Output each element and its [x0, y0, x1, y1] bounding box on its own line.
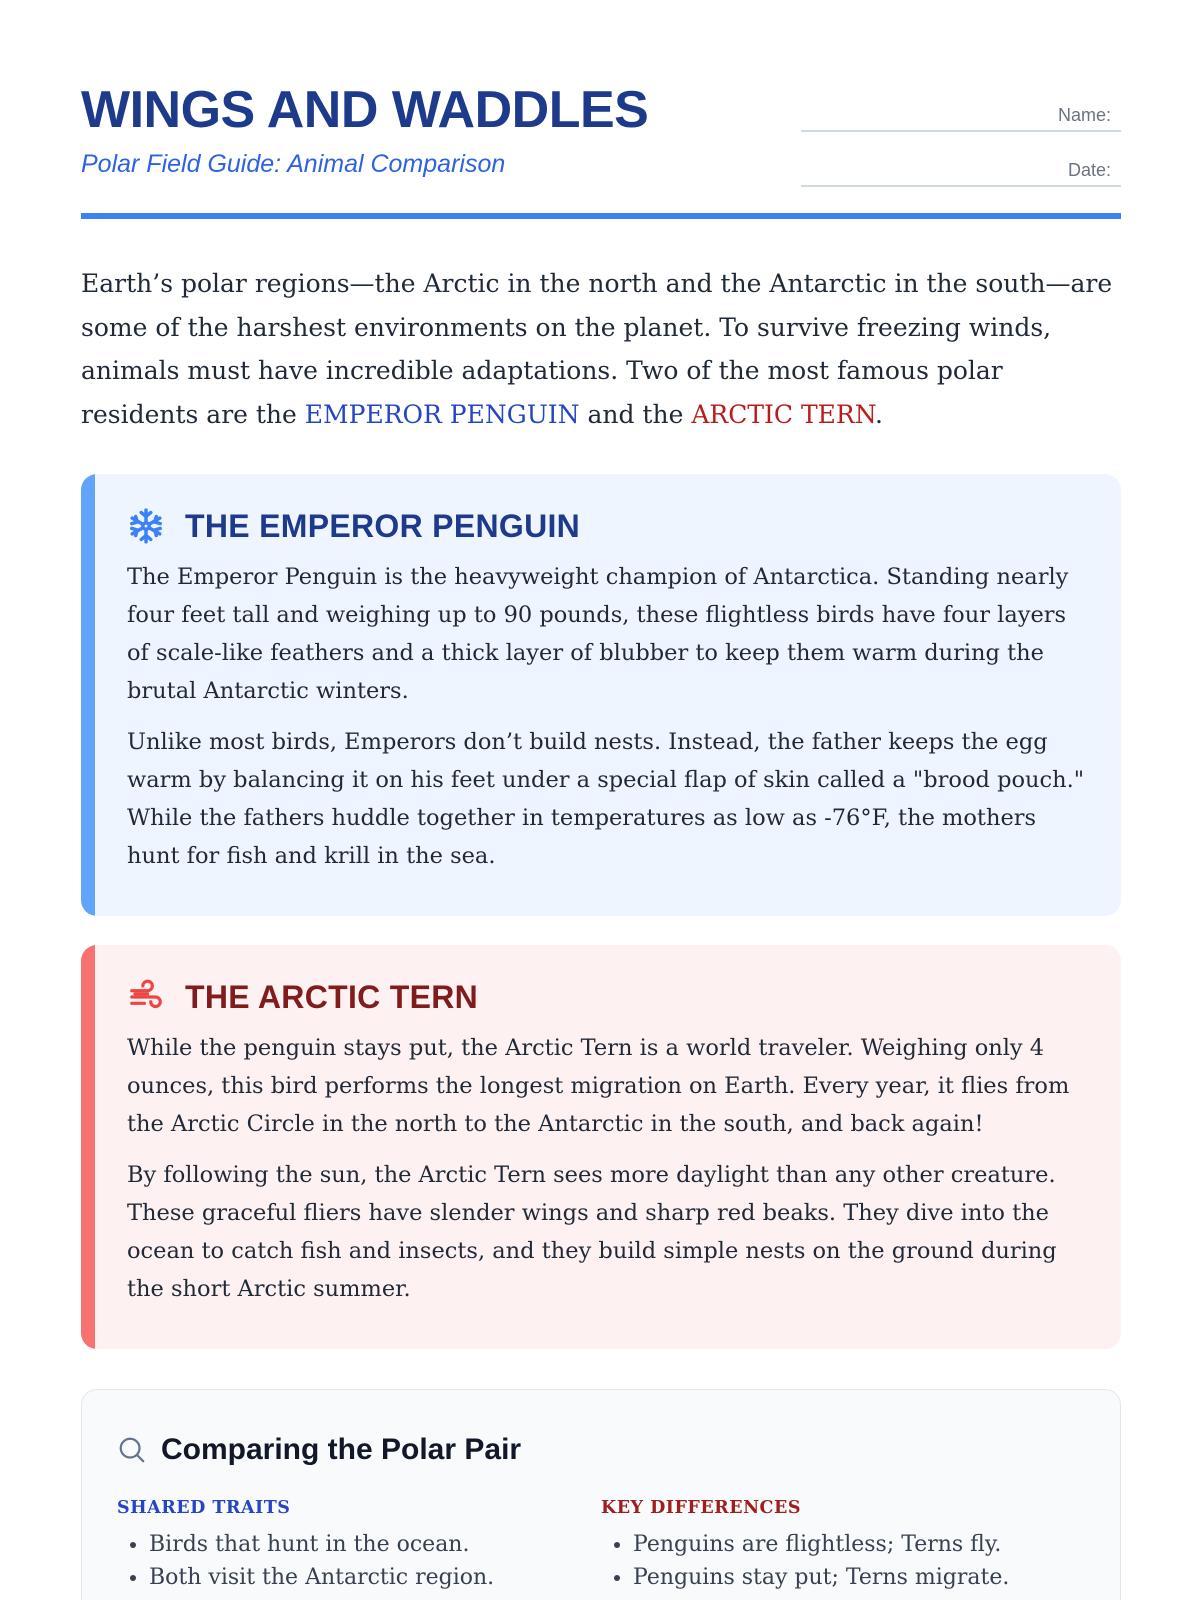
intro-penguin-highlight: EMPEROR PENGUIN — [304, 399, 580, 429]
shared-traits-column — [117, 1498, 601, 1594]
penguin-card — [81, 474, 1121, 916]
list-item: • Penguins are flightless; Terns fly. — [633, 1528, 1085, 1561]
snowflake-icon — [127, 507, 165, 545]
date-field[interactable] — [801, 157, 1121, 187]
date-label: Date: — [1067, 160, 1111, 180]
tern-paragraph: While the penguin stays put, the Arctic Tern is a world traveler. Weighing only 4 ounces, this bird performs the longest migration on Earth. Every year, it flies from the Arctic Circle in the north to the Antarctic in the south, and back again! — [127, 1035, 1070, 1137]
penguin-title: THE EMPEROR PENGUIN — [185, 507, 581, 544]
intro-paragraph — [81, 262, 1121, 436]
worksheet-page — [81, 0, 1121, 1590]
key-differences-column — [601, 1498, 1085, 1594]
name-label: Name: — [1057, 105, 1111, 125]
penguin-heading — [127, 504, 1091, 548]
tern-card — [81, 945, 1121, 1349]
intro-text-end: . — [874, 399, 883, 429]
header-divider — [81, 213, 1121, 219]
penguin-paragraph: Unlike most birds, Emperors don’t build nests. Instead, the father keeps the egg warm by balancing it on his feet under a special flap of skin called a "brood pouch." While the fathers huddle together in temperatures as low as -76°F, the mothers hunt for fish and krill in the sea. — [127, 729, 1085, 869]
list-item: • Both visit the Antarctic region. — [149, 1561, 601, 1594]
comparison-card — [81, 1389, 1121, 1600]
page-subtitle: Polar Field Guide: Animal Comparison — [81, 150, 506, 178]
intro-text-middle: and the — [579, 399, 692, 429]
comparison-heading — [117, 1430, 1085, 1470]
intro-text: Earth’s polar regions—the Arctic in the north and the Antarctic in the south—are some of the harshest environments on the planet. To survive freezing winds, animals must have incredible adaptations. Two of the most famous polar residents are the — [81, 269, 1113, 429]
shared-traits-heading: SHARED TRAITS — [117, 1498, 291, 1518]
list-item: • Birds that hunt in the ocean. — [149, 1528, 601, 1561]
tern-title: THE ARCTIC TERN — [185, 978, 479, 1015]
comparison-title: Comparing the Polar Pair — [161, 1433, 522, 1466]
name-field[interactable] — [801, 102, 1121, 132]
search-icon — [117, 1435, 147, 1465]
header — [81, 0, 1121, 222]
penguin-paragraph: The Emperor Penguin is the heavyweight champion of Antarctica. Standing nearly four feet tall and weighing up to 90 pounds, these flightless birds have four layers of scale-like feathers and a thick layer of blubber to keep them warm during the brutal Antarctic winters. — [127, 564, 1069, 704]
tern-paragraph: By following the sun, the Arctic Tern sees more daylight than any other creature. These graceful fliers have slender wings and sharp red beaks. They dive into the ocean to catch fish and insects, and they build simple nests on the ground during the short Arctic summer. — [127, 1162, 1057, 1302]
key-differences-heading: KEY DIFFERENCES — [601, 1498, 801, 1518]
tern-heading — [127, 975, 1091, 1019]
wind-icon — [127, 978, 165, 1016]
intro-tern-highlight: ARCTIC TERN — [691, 399, 875, 429]
page-title: WINGS AND WADDLES — [81, 81, 649, 139]
list-item: • Penguins stay put; Terns migrate. — [633, 1561, 1085, 1594]
